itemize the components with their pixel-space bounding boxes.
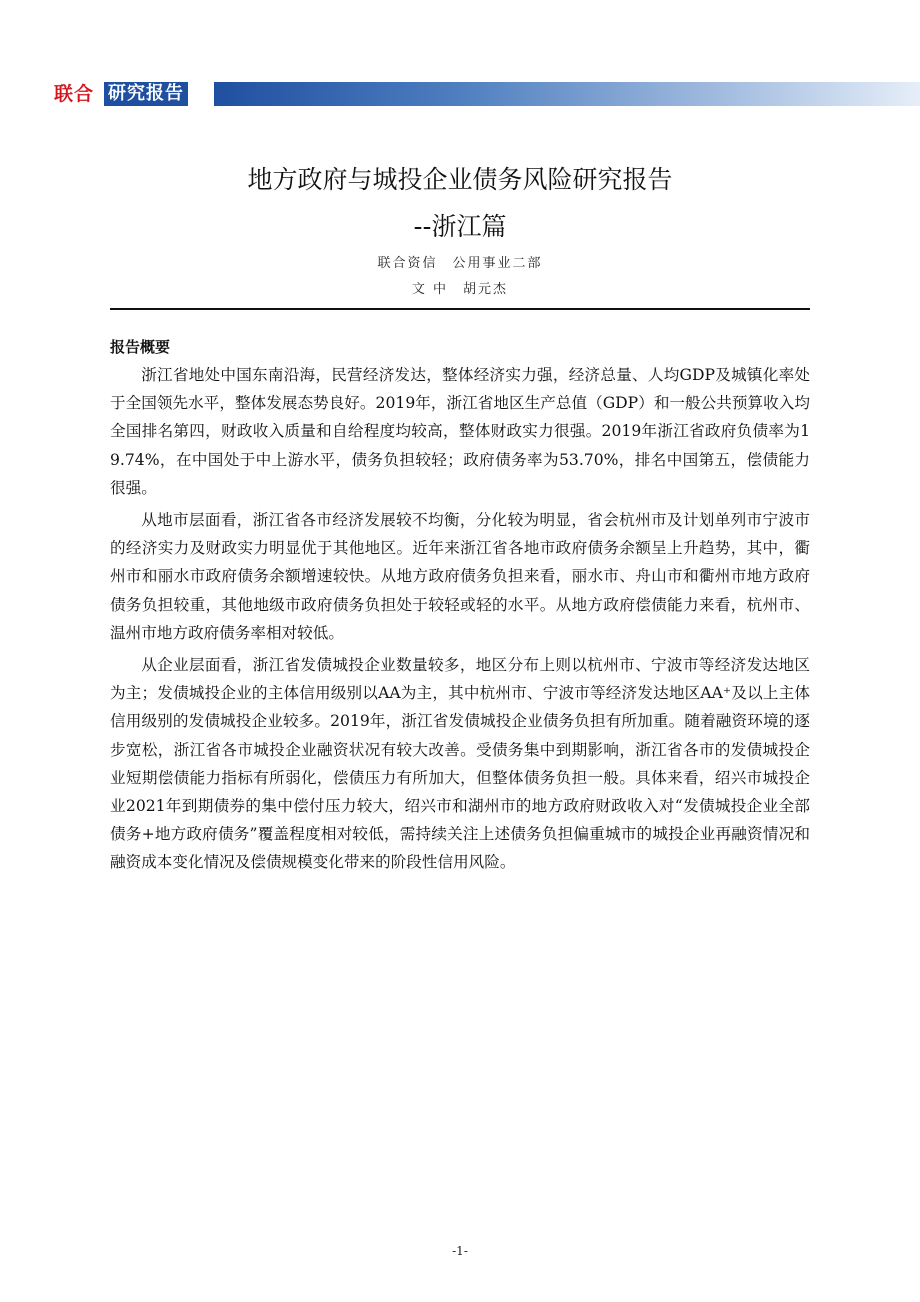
brand-research-report-label: 研究报告 [104, 82, 188, 106]
summary-section [110, 333, 810, 881]
brand-name: 联合 [54, 83, 95, 105]
summary-paragraph-province: 浙江省地处中国东南沿海，民营经济发达，整体经济实力强，经济总量、人均GDP及城镇化率处于全国领先水平，整体发展态势良好。2019年，浙江省地区生产总值（GDP）和一般公共预算收入均全国排名第四，财政收入质量和自给程度均较高，整体财政实力很强。2019年浙江省政府负债率为19.74%，在中国处于中上游水平，债务负担较轻；政府债务率为53.70%，排名中国第五，偿债能力很强。 [110, 366, 810, 497]
summary-paragraph-enterprises: 从企业层面看，浙江省发债城投企业数量较多，地区分布上则以杭州市、宁波市等经济发达地区为主；发债城投企业的主体信用级别以AA为主，其中杭州市、宁波市等经济发达地区AA⁺及以上主体信用级别的发债城投企业较多。2019年，浙江省发债城投企业债务负担有所加重。随着融资环境的逐步宽松，浙江省各市城投企业融资状况有较大改善。受债务集中到期影响，浙江省各市的发债城投企业短期偿债能力指标有所弱化，偿债压力有所加大，但整体债务负担一般。具体来看，绍兴市城投企业2021年到期债券的集中偿付压力较大，绍兴市和湖州市的地方政府财政收入对“发债城投企业全部债务+地方政府债务”覆盖程度相对较低，需持续关注上述债务负担偏重城市的城投企业再融资情况和融资成本变化情况及偿债规模变化带来的阶段性信用风险。 [110, 656, 810, 872]
banner-gradient-bar [214, 82, 920, 106]
byline-organization: 联合资信 公用事业二部 [377, 256, 543, 271]
summary-heading: 报告概要 [110, 338, 171, 356]
report-subtitle: --浙江篇 [413, 212, 507, 241]
summary-paragraph-cities: 从地市层面看，浙江省各市经济发展较不均衡，分化较为明显，省会杭州市及计划单列市宁波市的经济实力及财政实力明显优于其他地区。近年来浙江省各地市政府债务余额呈上升趋势，其中，衢州市和丽水市政府债务余额增速较快。从地方政府债务负担来看，丽水市、舟山市和衢州市地方政府债务负担较重，其他地级市政府债务负担处于较轻或轻的水平。从地方政府偿债能力来看，杭州市、温州市地方政府债务率相对较低。 [110, 511, 810, 642]
report-title: 地方政府与城投企业债务风险研究报告 [247, 165, 673, 194]
page-number: -1- [452, 1244, 468, 1258]
report-banner [0, 80, 920, 108]
title-divider [110, 308, 810, 310]
byline-authors: 文 中 胡元杰 [411, 282, 509, 297]
